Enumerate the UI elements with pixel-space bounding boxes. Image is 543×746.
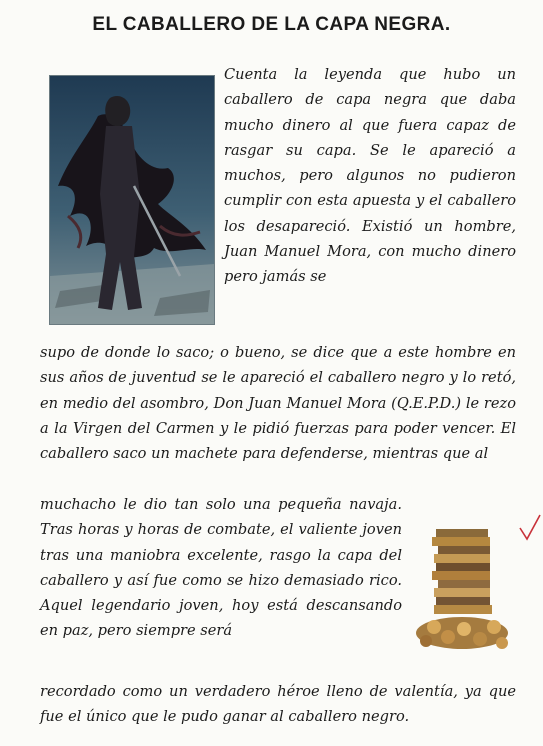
money-image [414, 515, 510, 653]
paragraph-part-3: muchacho le dio tan solo una pequeña navaja. Tras horas y horas de combate, el valiente joven tras una maniobra excelente, rasgo la capa del caballero y así fue como se hizo demasiado rico. Aquel legendario joven, hoy está descansando en paz, pero siempre será [40, 496, 402, 640]
paragraph-part-1: Cuenta la leyenda que hubo un caballero de capa negra que daba mucho dinero al que fuera capaz de rasgar su capa. Se le apareció a muchos, pero algunos no pudieron cumplir con esta apuesta y el caballero los desapareció. Existió un hombre, Juan Manuel Mora, con mucho dinero pero jamás se [224, 66, 516, 286]
checkmark-icon [518, 512, 542, 542]
knight-image [49, 75, 215, 325]
paragraph-part-2: supo de donde lo saco; o bueno, se dice que a este hombre en sus años de juventud se le apareció el caballero negro y lo retó, en medio del asombro, Don Juan Manuel Mora (Q.E.P.D.) le rezo a la Virgen del Carmen y le pidió fuerzas para poder vencer. El caballero saco un machete para defenderse, mientras que al [40, 344, 516, 463]
document-title: EL CABALLERO DE LA CAPA NEGRA. [92, 14, 451, 35]
paragraph-part-4: recordado como un verdadero héroe lleno de valentía, ya que fue el único que le pudo ganar al caballero negro. [40, 683, 516, 726]
